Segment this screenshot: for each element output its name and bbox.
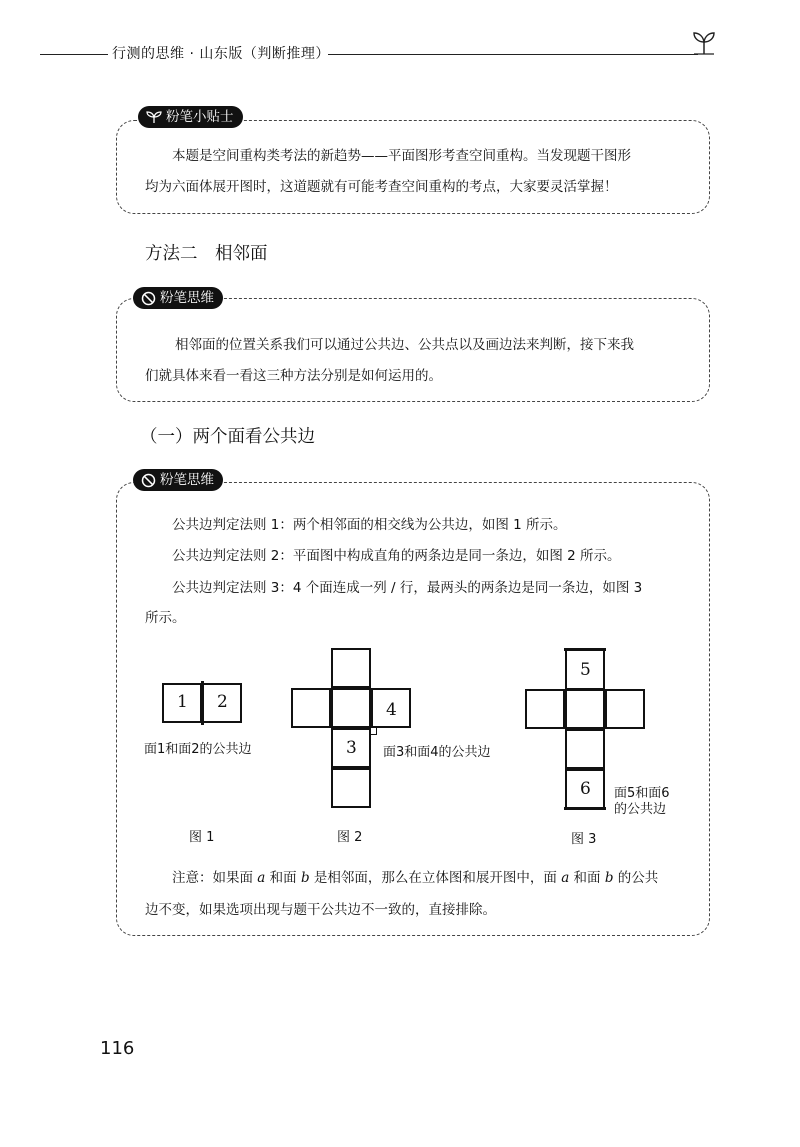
fig1-label-2: 2: [217, 692, 228, 712]
note-text-2: 和面: [265, 870, 301, 886]
prohibit-icon: [141, 291, 156, 306]
rule-1: 公共边判定法则 1：两个相邻面的相交线为公共边，如图 1 所示。: [172, 517, 567, 533]
rule-2: 公共边判定法则 2：平面图中构成直角的两条边是同一条边，如图 2 所示。: [172, 548, 621, 564]
header-rule-left: [40, 54, 108, 55]
fig2-face-bottom: [331, 768, 371, 808]
note-text-1: 注意：如果面: [172, 870, 258, 886]
header-title: 行测的思维 · 山东版（判断推理）: [112, 46, 330, 62]
tip-line-1: 本题是空间重构类考法的新趋势——平面图形考查空间重构。当发现题干图形: [172, 148, 631, 164]
tip-badge-label: 粉笔小贴士: [166, 109, 234, 125]
fig2-face-top: [331, 648, 371, 688]
header-rule-right: [328, 54, 698, 55]
tip-badge: [138, 106, 243, 128]
rule-3-line-2: 所示。: [145, 610, 186, 626]
tip-line-2: 均为六面体展开图时，这道题就有可能考查空间重构的考点，大家要灵活掌握！: [145, 179, 618, 195]
leaf-icon: [146, 110, 162, 124]
fig3-face-right: [605, 689, 645, 729]
fig2-right-angle-mark: [370, 728, 377, 735]
thinking-1-line-1: 相邻面的位置关系我们可以通过公共边、公共点以及画边法来判断，接下来我: [175, 337, 634, 353]
note-text-3: 是相邻面，那么在立体图和展开图中，面: [309, 870, 562, 886]
note-var-a-2: a: [561, 870, 570, 886]
thinking-badge-1-label: 粉笔思维: [160, 290, 214, 306]
fig3-face-left: [525, 689, 565, 729]
fig3-annotation-line-2: 的公共边: [614, 802, 667, 817]
fig2-label-4: 4: [386, 700, 397, 720]
method-heading: 方法二 相邻面: [145, 244, 268, 264]
fig3-face-center: [565, 689, 605, 729]
fig2-caption: 图 2: [337, 830, 363, 845]
fig3-common-edge-top: [564, 648, 606, 651]
note-line-1: [172, 863, 658, 893]
note-var-b: b: [300, 870, 310, 886]
fig1-caption: 图 1: [189, 830, 215, 845]
fig3-label-5: 5: [580, 660, 591, 680]
note-var-a: a: [257, 870, 266, 886]
note-line-2: 边不变，如果选项出现与题干公共边不一致的，直接排除。: [145, 902, 496, 918]
fig3-common-edge-bottom: [564, 807, 606, 810]
fig3-face-lower: [565, 729, 605, 769]
thinking-badge-2-label: 粉笔思维: [160, 472, 214, 488]
sprout-icon: [690, 28, 718, 56]
rule-3-line-1: 公共边判定法则 3：4 个面连成一列 / 行，最两头的两条边是同一条边，如图 3: [172, 580, 643, 596]
fig2-face-center: [331, 688, 371, 728]
thinking-badge-2: [133, 469, 223, 491]
fig2-face-left: [291, 688, 331, 728]
note-text-5: 的公共: [613, 870, 659, 886]
prohibit-icon: [141, 473, 156, 488]
note-var-b-2: b: [604, 870, 614, 886]
fig1-annotation: 面1和面2的公共边: [144, 742, 252, 757]
fig2-annotation: 面3和面4的公共边: [383, 745, 491, 760]
fig3-annotation-line-1: 面5和面6: [614, 786, 670, 801]
thinking-1-line-2: 们就具体来看一看这三种方法分别是如何运用的。: [145, 368, 442, 384]
fig1-label-1: 1: [177, 692, 188, 712]
note-text-4: 和面: [569, 870, 605, 886]
section-heading: （一）两个面看公共边: [140, 427, 315, 447]
fig2-label-3: 3: [346, 738, 357, 758]
thinking-badge-1: [133, 287, 223, 309]
fig3-caption: 图 3: [571, 832, 597, 847]
fig1-common-edge: [201, 681, 204, 725]
fig3-label-6: 6: [580, 779, 591, 799]
page-number: 116: [100, 1038, 135, 1059]
